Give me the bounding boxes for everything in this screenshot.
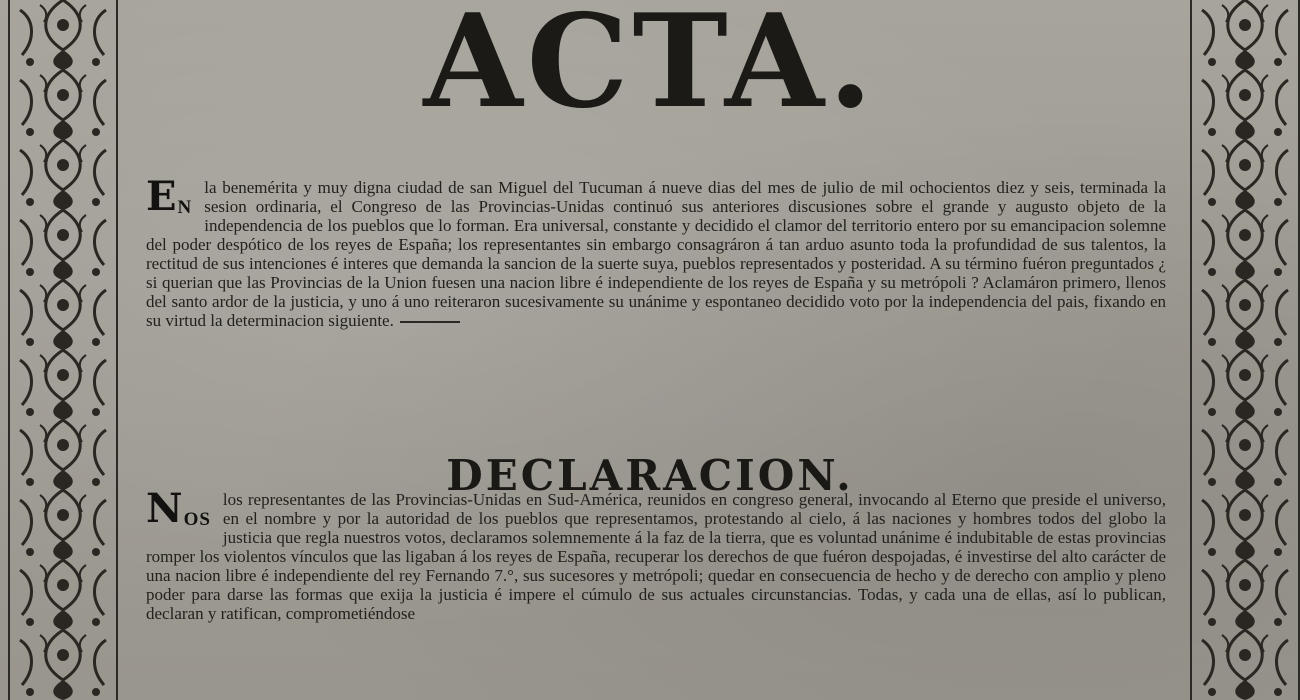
vine-ornament-icon: [10, 0, 116, 700]
dropcap-letter: E: [146, 173, 177, 220]
lead-letters: OS: [183, 509, 211, 530]
document-title: ACTA.: [423, 0, 877, 137]
ornamental-border-left: [8, 0, 118, 700]
paragraph-acta: [146, 173, 1166, 330]
paragraph-text: la benemérita y muy digna ciudad de san Miguel del Tucuman á nueve dias del mes de julio de mil ochocientos diez y seis, terminada la sesion ordinaria, el Congreso de las Provincias-Unidas continuó sus anteriores discusiones sobre el grande y augusto objeto de la independencia de los pueblos que lo forman. Era universal, constante y decidido el clamor del territorio entero por su emancipacion solemne del poder despótico de los reyes de España; los representantes sin embargo consagráron á tan arduo asunto toda la profundidad de sus talentos, la rectitud de sus intenciones é interes que demanda la sancion de la suerte suya, pueblos representados y posteridad. A su término fuéron preguntados ¿ si querian que las Provincias de la Union fuesen una nacion libre é independiente de los reyes de España y su metrópoli ? Aclamáron primero, llenos del santo ardor de la justicia, y uno á uno reiteraron sucesivamente su unánime y espontaneo decidido voto por la independencia del pais, fixando en su virtud la determinacion siguiente.: [146, 178, 1166, 330]
ornamental-border-right: [1190, 0, 1300, 700]
vine-ornament-icon: [1192, 0, 1298, 700]
lead-letters: N: [177, 197, 193, 218]
declaration-heading: DECLARACION.: [446, 451, 854, 500]
paragraph-declaracion: [146, 485, 1166, 623]
dropcap-letter: N: [146, 485, 183, 532]
closing-dash: [400, 321, 460, 323]
paragraph-text: los representantes de las Provincias-Unidas en Sud-América, reunidos en congreso general, invocando al Eterno que preside el universo, en el nombre y por la autoridad de los pueblos que representamos, protestando al cielo, á las naciones y hombres todos del globo la justicia que regla nuestros votos, declaramos solemnemente á la faz de la tierra, que es voluntad unánime é indubitable de estas provincias romper los violentos vínculos que las ligaban á los reyes de España, recuperar los derechos de que fuéron despojadas, é investirse del alto carácter de una nacion libre é independiente del rey Fernando 7.°, sus sucesores y metrópoli; quedar en consecuencia de hecho y de derecho con amplio y pleno poder para darse las formas que exija la justicia é impere el cúmulo de sus actuales circunstancias. Todas, y cada una de ellas, así lo publican, declaran y ratifican, comprometiéndose: [146, 490, 1166, 623]
